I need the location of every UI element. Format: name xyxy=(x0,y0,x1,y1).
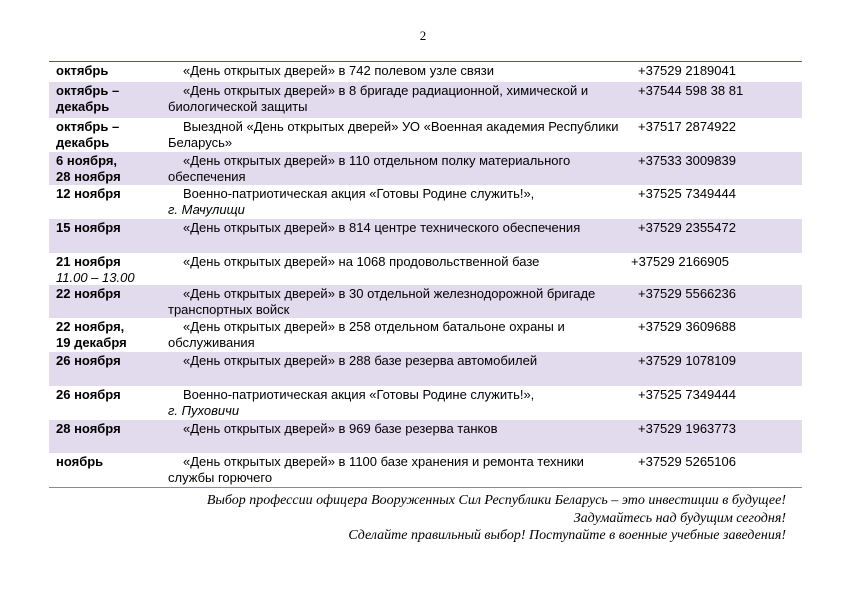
slogan-line: Выбор профессии офицера Вооруженных Сил Республики Беларусь – это инвестиции в будущее! xyxy=(206,493,786,508)
table-row xyxy=(49,185,802,219)
contact-phone: +37544 598 38 81 xyxy=(638,83,744,98)
slogan-line: Сделайте правильный выбор! Поступайте в военные учебные заведения! xyxy=(348,528,786,543)
event-date: 12 ноября xyxy=(56,186,121,201)
contact-phone: +37529 2166905 xyxy=(631,254,729,269)
event-date: 15 ноября xyxy=(56,220,121,235)
event-date: 22 ноября xyxy=(56,286,121,301)
table-row xyxy=(49,285,802,318)
event-description: Военно-патриотическая акция «Готовы Родине служить!», г. Пуховичи xyxy=(168,387,630,419)
event-date: 6 ноября, 28 ноября xyxy=(56,153,121,184)
event-date: октябрь xyxy=(56,63,109,78)
event-date: ноябрь xyxy=(56,454,104,469)
event-date: 21 ноября 11.00 – 13.00 xyxy=(56,254,166,286)
event-description: Военно-патриотическая акция «Готовы Родине служить!», г. Мачулищи xyxy=(168,186,630,218)
contact-phone: +37529 2355472 xyxy=(638,220,736,235)
event-description: «День открытых дверей» в 814 центре технического обеспечения xyxy=(183,220,581,235)
event-description: «День открытых дверей» в 742 полевом узле связи xyxy=(183,63,494,78)
contact-phone: +37529 2189041 xyxy=(638,63,736,78)
event-date: 26 ноября xyxy=(56,353,121,368)
contact-phone: +37525 7349444 xyxy=(638,186,736,201)
table-row xyxy=(49,352,802,386)
event-date: октябрь – декабрь xyxy=(56,119,120,150)
table-row xyxy=(49,453,802,487)
closing-slogans xyxy=(207,492,786,545)
table-row xyxy=(49,219,802,253)
event-description: «День открытых дверей» в 288 базе резерва автомобилей xyxy=(183,353,538,368)
contact-phone: +37525 7349444 xyxy=(638,387,736,402)
event-description: «День открытых дверей» в 8 бригаде радиационной, химической и биологической защиты xyxy=(168,83,589,114)
event-date: 22 ноября, 19 декабря xyxy=(56,319,127,350)
contact-phone: +37517 2874922 xyxy=(638,119,736,134)
event-description: Выездной «День открытых дверей» УО «Военная академия Республики Беларусь» xyxy=(168,119,619,150)
events-schedule-table xyxy=(49,61,802,488)
event-description: «День открытых дверей» в 110 отдельном полку материального обеспечения xyxy=(168,153,571,184)
event-location: г. Мачулищи xyxy=(168,202,245,217)
event-date: 28 ноября xyxy=(56,421,121,436)
table-row xyxy=(49,386,802,420)
event-description: «День открытых дверей» в 1100 базе хранения и ремонта техники службы горючего xyxy=(168,454,584,485)
table-row xyxy=(49,82,802,118)
table-row xyxy=(49,62,802,82)
event-description: «День открытых дверей» в 30 отдельной железнодорожной бригаде транспортных войск xyxy=(168,286,596,317)
table-row xyxy=(49,118,802,152)
slogan-line: Задумайтесь над будущим сегодня! xyxy=(573,510,786,526)
event-time: 11.00 – 13.00 xyxy=(56,270,135,285)
table-row xyxy=(49,318,802,352)
page-number: 2 xyxy=(419,28,427,43)
contact-phone: +37533 3009839 xyxy=(638,153,736,168)
contact-phone: +37529 1963773 xyxy=(638,421,736,436)
contact-phone: +37529 1078109 xyxy=(638,353,736,368)
event-date: 26 ноября xyxy=(56,387,121,402)
event-description: «День открытых дверей» в 258 отдельном батальоне охраны и обслуживания xyxy=(168,319,565,350)
table-row xyxy=(49,420,802,453)
table-row xyxy=(49,152,802,185)
event-date: октябрь – декабрь xyxy=(56,83,120,114)
event-description: «День открытых дверей» в 969 базе резерва танков xyxy=(183,421,498,436)
contact-phone: +37529 5566236 xyxy=(638,286,736,301)
contact-phone: +37529 5265106 xyxy=(638,454,736,469)
contact-phone: +37529 3609688 xyxy=(638,319,736,334)
event-description: «День открытых дверей» на 1068 продовольственной базе xyxy=(183,254,540,269)
event-location: г. Пуховичи xyxy=(168,403,240,418)
table-row xyxy=(49,253,802,285)
